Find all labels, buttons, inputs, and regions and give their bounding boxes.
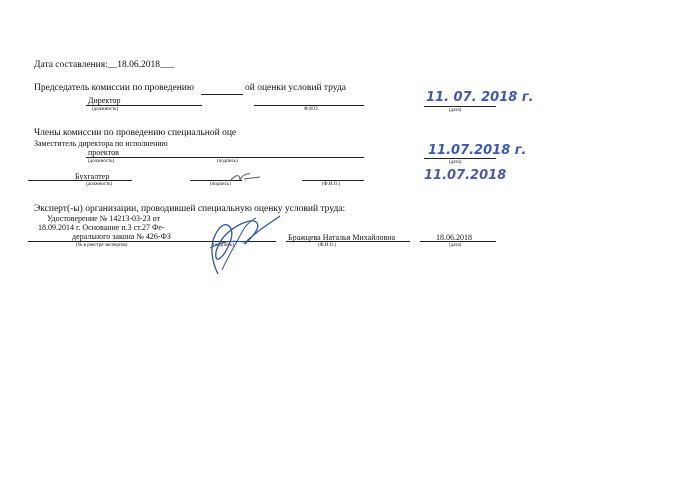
chairman-handwritten-date: 11. 07. 2018 г. [426, 90, 534, 105]
expert-signature-icon [196, 208, 286, 278]
member2-left-line [28, 180, 74, 181]
member2-signature-icon [228, 170, 262, 184]
chairman-date-line [424, 106, 496, 107]
expert-date-line [420, 241, 496, 242]
compiled-date-line: Дата составления:__18.06.2018___ [34, 60, 175, 70]
member1-cap-position: (должность) [88, 159, 115, 164]
chairman-fio-line [254, 105, 364, 106]
expert-cap-fio: (Ф.И.О.) [318, 243, 337, 248]
members-label: Члены комиссии по проведению специальной оце [34, 128, 237, 138]
expert-cert-line3: дерального закона № 426-ФЗ [72, 232, 171, 241]
chairman-cap-position: (должность) [92, 107, 119, 112]
expert-cap-sign: (подпись) [213, 243, 234, 248]
member2-position-line [74, 180, 132, 181]
expert-cap-reg: (№ в реестре экспертов) [76, 243, 128, 248]
expert-reg-line [28, 241, 200, 242]
chairman-position-line [86, 105, 202, 106]
expert-name: Бражцева Наталья Михайловна [288, 233, 396, 242]
chairman-cap-date: (дата) [449, 108, 462, 113]
expert-label: Эксперт(-ы) организации, проводившей специальную оценку условий труда: [34, 204, 346, 214]
chairman-fill-line [201, 94, 243, 95]
member1-position-line2: проектов [88, 148, 119, 157]
member1-line [86, 157, 364, 158]
expert-cert-line1: Удостоверение № 14213-03-23 от [47, 214, 161, 223]
member2-position: Бухгалтер [75, 172, 110, 181]
chairman-cap-fio: Ф.И.О. [304, 107, 319, 112]
member2-fio-line [302, 180, 364, 181]
chairman-label-cont: ой оценки условий труда [245, 83, 346, 93]
expert-date: 18.06.2018 [436, 233, 472, 242]
expert-cert-line2: 18.09.2014 г. Основание п.3 ст.27 Фе- [38, 223, 165, 232]
member1-cap-sign: (подпись) [217, 159, 238, 164]
member2-handwritten-date: 11.07.2018 [424, 168, 507, 183]
member1-date-line [424, 158, 496, 159]
chairman-label: Председатель комиссии по проведению [34, 83, 194, 93]
expert-fio-line [286, 241, 410, 242]
member2-cap-position: (должность) [86, 182, 113, 187]
compiled-label: Дата составления: [34, 60, 108, 70]
expert-cap-date: (дата) [449, 243, 462, 248]
member1-handwritten-date: 11.07.2018 г. [428, 143, 527, 158]
member2-cap-fio: (Ф.И.О.) [322, 182, 341, 187]
member2-cap-sign: (подпись) [210, 182, 231, 187]
member1-position-line1: Заместитель директора по исполнению [34, 139, 168, 148]
chairman-position: Директор [88, 96, 121, 105]
compiled-date: 18.06.2018 [117, 60, 160, 70]
member1-cap-date: (дата) [449, 160, 462, 165]
